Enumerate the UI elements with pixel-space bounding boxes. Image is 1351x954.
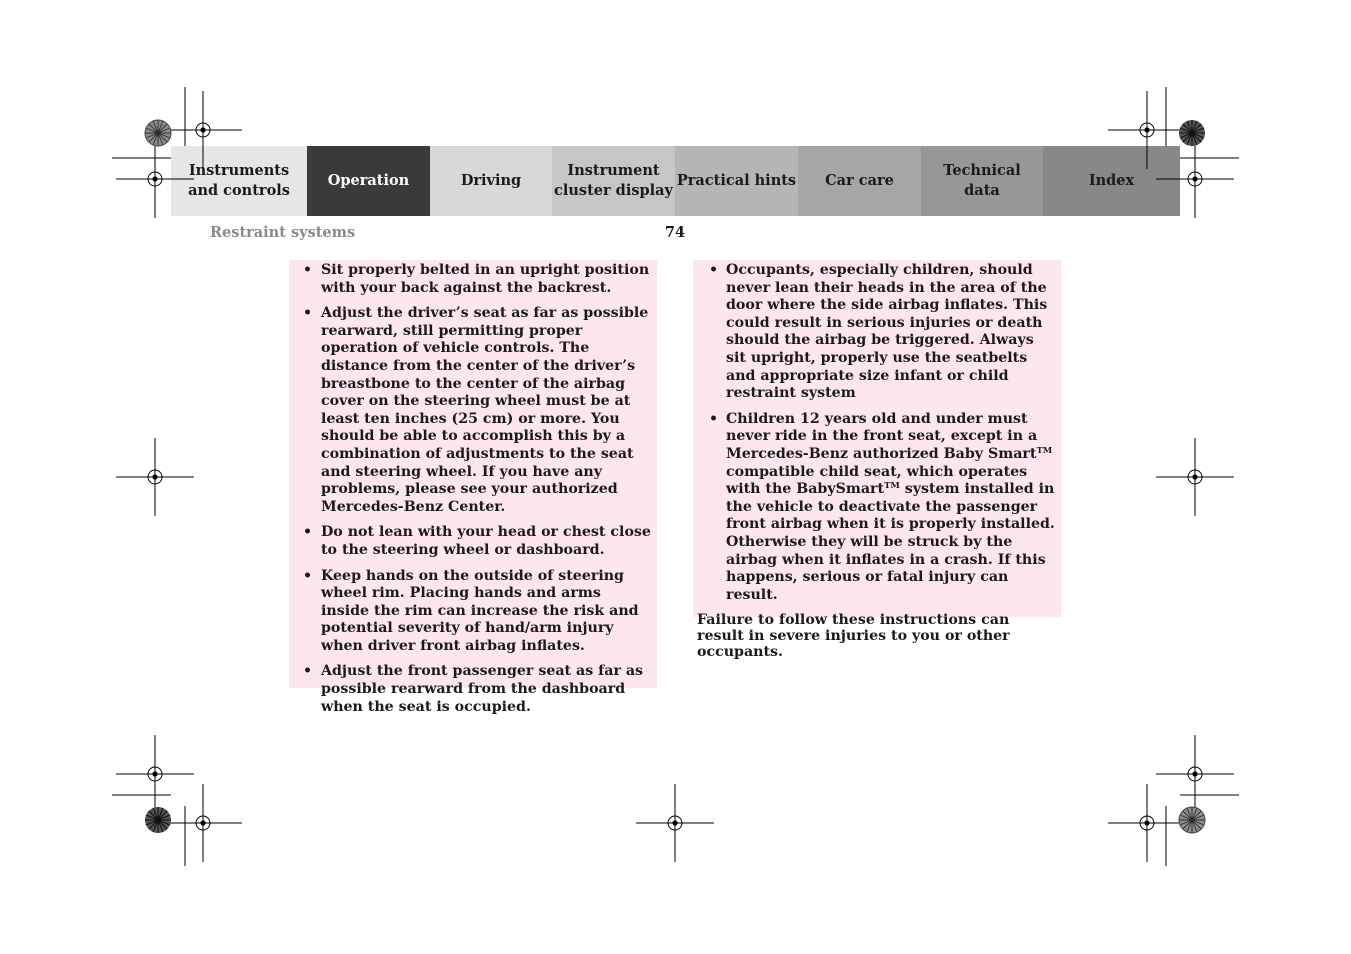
bullet: • xyxy=(303,524,313,541)
trademark-mark: TM xyxy=(1036,445,1053,456)
bullet: • xyxy=(303,262,313,278)
bullet: • xyxy=(303,663,313,680)
text-part: system installed in the vehicle to deactivate the passenger front airbag when it is properly installed. Otherwise they will be struck by the airbag when it inflates in a crash. If this happens, serious or fatal injury can result. xyxy=(726,481,1055,603)
tab-label: Instrument cluster display xyxy=(554,162,673,199)
text-part: Children 12 years old and under must never ride in the front seat, except in a Mercedes-Benz authorized Baby Smart xyxy=(726,410,1038,462)
tab-label: Operation xyxy=(327,172,410,189)
closing-warning: Failure to follow these instructions can result in severe injuries to you or other occupants. xyxy=(697,612,1010,661)
section-title: Restraint systems xyxy=(210,224,356,241)
tab-label: Practical hints xyxy=(676,172,797,189)
bullet: • xyxy=(709,262,719,278)
tab-label: Index xyxy=(1088,172,1135,189)
tab-label: Technical data xyxy=(943,162,1021,199)
text-part: compatible child seat, which operates with the BabySmart xyxy=(726,463,1028,498)
bullet: • xyxy=(709,410,719,427)
list-item-text: Adjust the front passenger seat as far as possible rearward from the dashboard when the seat is occupied. xyxy=(321,663,644,715)
bullet: • xyxy=(303,305,313,322)
tab-label: Car care xyxy=(825,172,894,189)
page-number: 74 xyxy=(664,224,686,241)
tab-label: Instruments and controls xyxy=(188,162,290,199)
list-item-text: Occupants, especially children, should never lean their heads in the area of the door where the side airbag inflates. This could result in serious injuries or death should the airbag be triggered. Always sit upright, properly use the seatbelts and appropriate size infant or child restraint system xyxy=(726,262,1048,402)
trademark-mark: TM xyxy=(884,481,900,492)
list-item-text: Keep hands on the outside of steering wheel rim. Placing hands and arms inside the rim can increase the risk and potential severity of hand/arm injury when driver front airbag inflates. xyxy=(321,567,639,654)
list-item-text: Do not lean with your head or chest close to the steering wheel or dashboard. xyxy=(321,524,651,558)
list-item-text: Adjust the driver’s seat as far as possible rearward, still permitting proper operation of vehicle controls. The distance from the center of the driver’s breastbone to the center of the airbag cover on the steering wheel must be at least ten inches (25 cm) or more. You should be able to accomplish this by a combination of adjustments to the seat and steering wheel. If you have any problems, please see your authorized Mercedes-Benz Center. xyxy=(321,305,649,515)
list-item-text: Sit properly belted in an upright position with your back against the backrest. xyxy=(321,262,650,296)
bullet: • xyxy=(303,567,313,584)
tab-label: Driving xyxy=(460,172,522,189)
